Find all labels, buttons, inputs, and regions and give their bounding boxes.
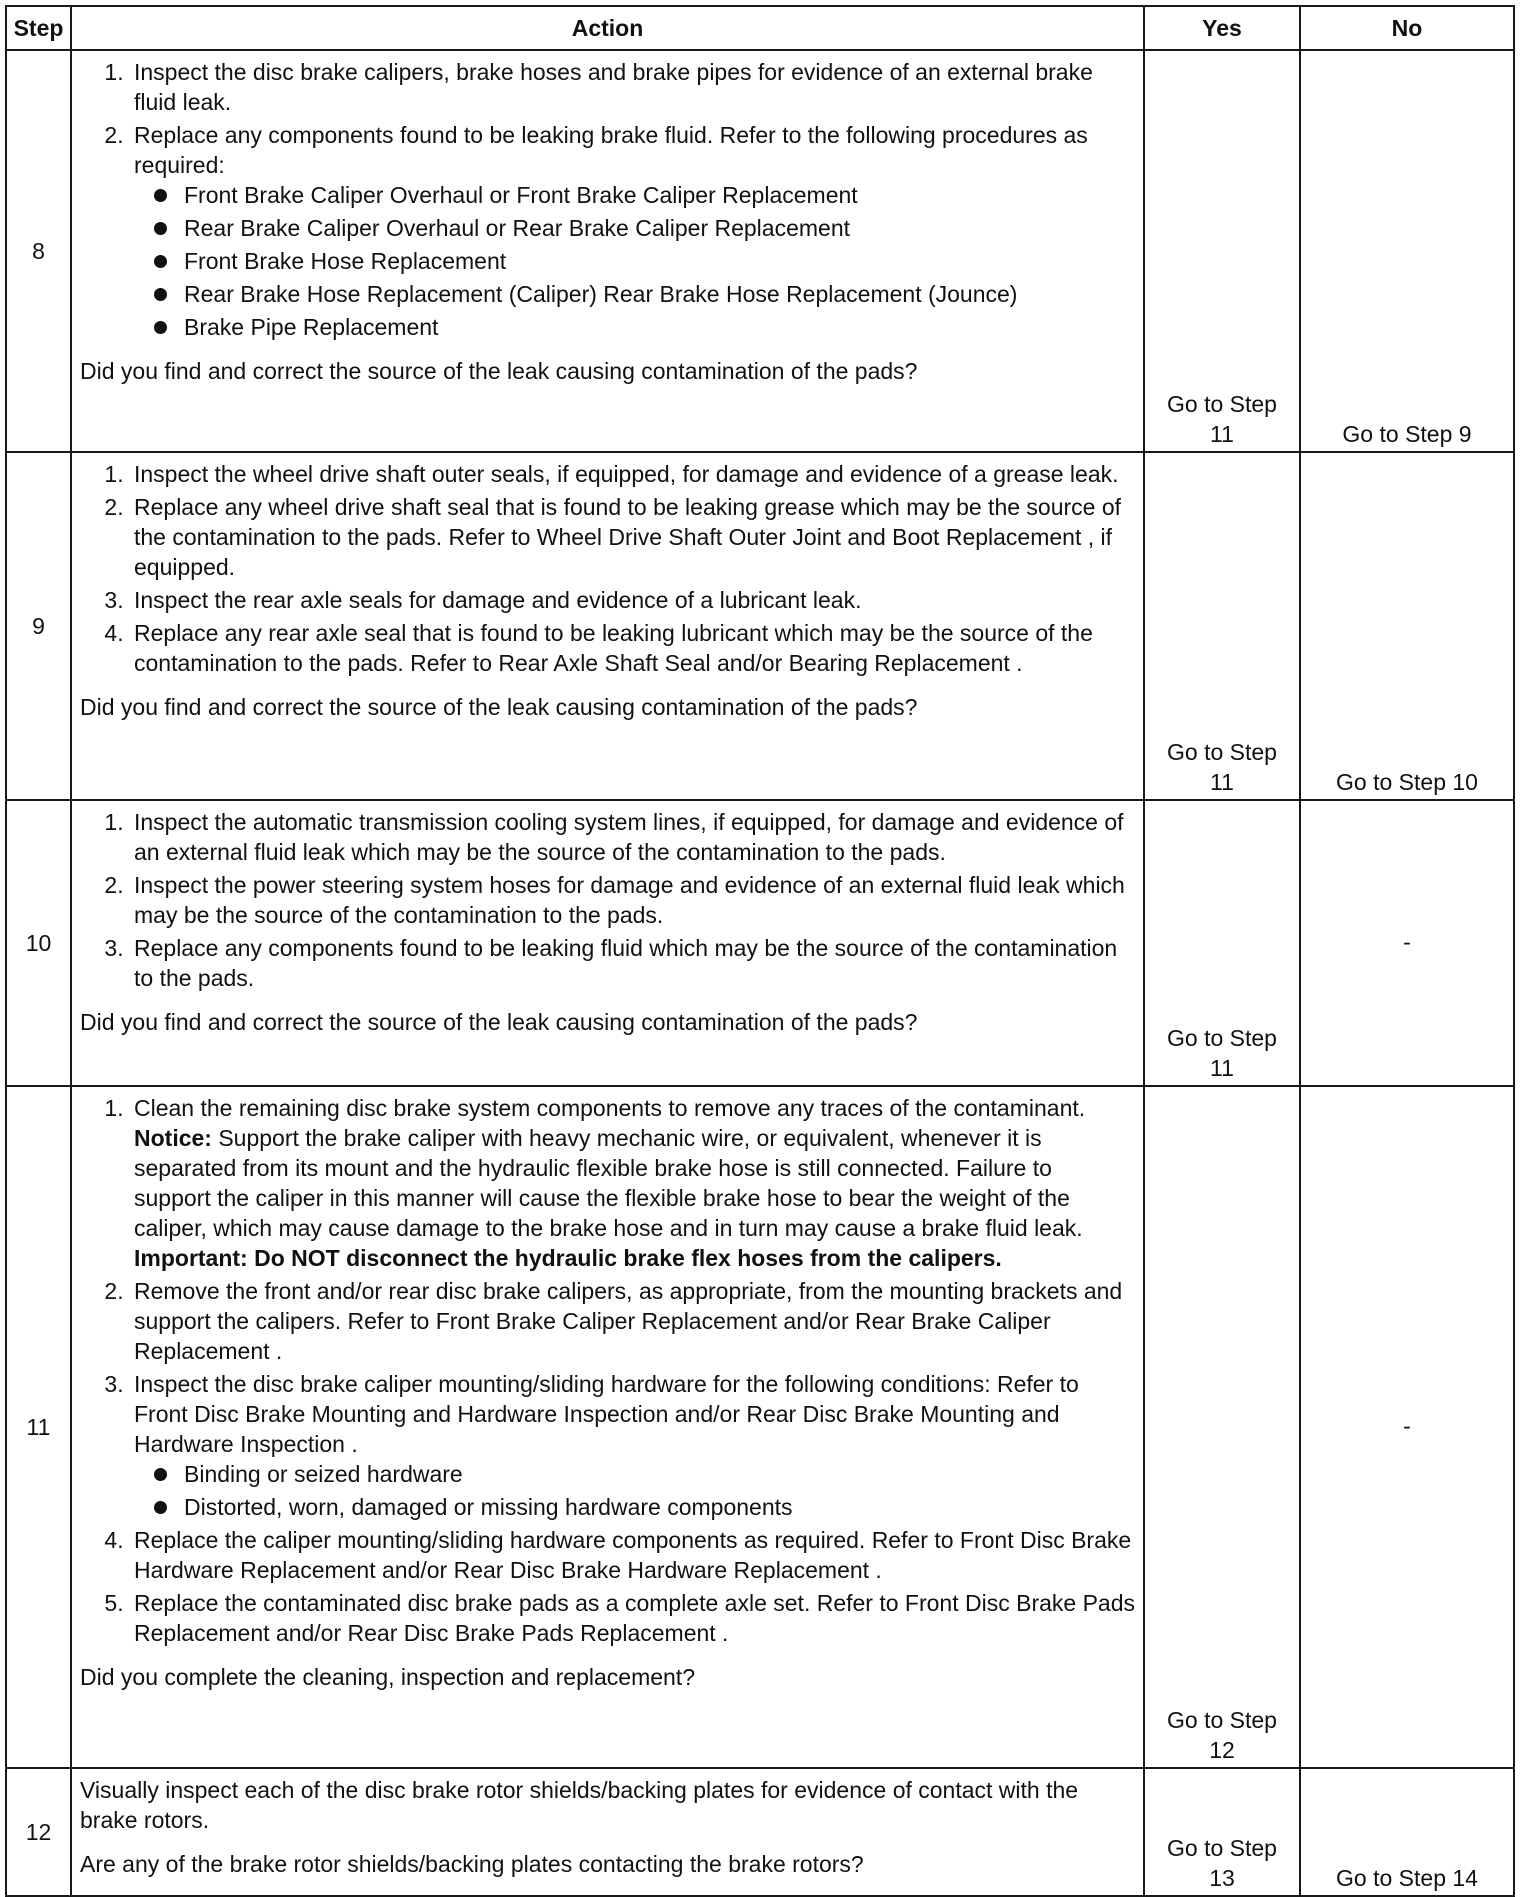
action-item bbox=[130, 1276, 1135, 1366]
action-item bbox=[130, 1588, 1135, 1648]
header-step: Step bbox=[6, 6, 71, 50]
question-text: Did you find and correct the source of the leak causing contamination of the pads? bbox=[80, 1009, 918, 1035]
notice-text: Support the brake caliper with heavy mechanic wire, or equivalent, whenever it is separated from its mount and the hydraulic flexible brake hose is still connected. Failure to support the caliper in this manner will cause the flexible brake hose to bear the weight of the caliper, which may cause damage to the brake hose and in turn may cause a brake fluid leak. bbox=[134, 1125, 1083, 1241]
step-number: 11 bbox=[6, 1086, 71, 1768]
question-text: Did you complete the cleaning, inspection and replacement? bbox=[80, 1664, 695, 1690]
bullet-item: Front Brake Hose Replacement bbox=[154, 246, 1135, 276]
action-item-text: Clean the remaining disc brake system components to remove any traces of the contaminant. bbox=[134, 1095, 1086, 1121]
action-item-text: Replace any rear axle seal that is found to be leaking lubricant which may be the source of the contamination to the pads. Refer to Rear Axle Shaft Seal and/or Bearing Replacement . bbox=[134, 620, 1093, 676]
step-number: 10 bbox=[6, 800, 71, 1086]
bullet-item: Brake Pipe Replacement bbox=[154, 312, 1135, 342]
action-item bbox=[130, 618, 1135, 678]
action-item bbox=[130, 459, 1135, 489]
action-item bbox=[130, 870, 1135, 930]
no-result: Go to Step 9 bbox=[1300, 50, 1514, 452]
action-item-text: Remove the front and/or rear disc brake calipers, as appropriate, from the mounting brackets and support the calipers. Refer to Front Brake Caliper Replacement and/or Rear Brake Caliper Replacement . bbox=[134, 1278, 1123, 1364]
header-row bbox=[6, 6, 1514, 50]
notice-block bbox=[134, 1123, 1135, 1243]
action-item bbox=[130, 1525, 1135, 1585]
action-item bbox=[130, 1369, 1135, 1522]
bullet-item: Distorted, worn, damaged or missing hardware components bbox=[154, 1492, 1135, 1522]
table-row bbox=[6, 50, 1514, 452]
bullet-list bbox=[134, 1459, 1135, 1522]
action-item-text: Inspect the rear axle seals for damage and evidence of a lubricant leak. bbox=[134, 587, 862, 613]
action-list bbox=[80, 57, 1135, 342]
action-item-text: Inspect the disc brake caliper mounting/sliding hardware for the following conditions: Refer to Front Disc Brake Mounting and Hardware Inspection and/or Rear Disc Brake Mounting and Hardware Inspection . bbox=[134, 1371, 1079, 1457]
important-note: Important: Do NOT disconnect the hydraulic brake flex hoses from the calipers. bbox=[134, 1245, 1002, 1271]
action-cell bbox=[71, 452, 1144, 800]
action-list bbox=[80, 807, 1135, 993]
yes-result: Go to Step 12 bbox=[1144, 1086, 1300, 1768]
step-number: 9 bbox=[6, 452, 71, 800]
table-row bbox=[6, 452, 1514, 800]
action-item-text: Inspect the disc brake calipers, brake hoses and brake pipes for evidence of an external brake fluid leak. bbox=[134, 59, 1093, 115]
table-row bbox=[6, 1768, 1514, 1896]
action-item-text: Inspect the wheel drive shaft outer seals, if equipped, for damage and evidence of a grease leak. bbox=[134, 461, 1119, 487]
yes-result: Go to Step 11 bbox=[1144, 800, 1300, 1086]
action-cell bbox=[71, 50, 1144, 452]
action-item-text: Inspect the automatic transmission cooling system lines, if equipped, for damage and evidence of an external fluid leak which may be the source of the contamination to the pads. bbox=[134, 809, 1124, 865]
action-text: Visually inspect each of the disc brake rotor shields/backing plates for evidence of contact with the brake rotors. bbox=[80, 1777, 1079, 1833]
header-no: No bbox=[1300, 6, 1514, 50]
step-number: 12 bbox=[6, 1768, 71, 1896]
action-item bbox=[130, 807, 1135, 867]
no-result: Go to Step 10 bbox=[1300, 452, 1514, 800]
action-item bbox=[130, 933, 1135, 993]
action-list bbox=[80, 459, 1135, 678]
action-cell bbox=[71, 800, 1144, 1086]
question-text: Did you find and correct the source of the leak causing contamination of the pads? bbox=[80, 694, 918, 720]
no-result: - bbox=[1300, 1086, 1514, 1768]
action-item-text: Replace the caliper mounting/sliding hardware components as required. Refer to Front Disc Brake Hardware Replacement and/or Rear Disc Brake Hardware Replacement . bbox=[134, 1527, 1132, 1583]
step-number: 8 bbox=[6, 50, 71, 452]
table-row bbox=[6, 800, 1514, 1086]
table-row bbox=[6, 1086, 1514, 1768]
bullet-list bbox=[134, 180, 1135, 342]
action-item-text: Inspect the power steering system hoses for damage and evidence of an external fluid leak which may be the source of the contamination to the pads. bbox=[134, 872, 1125, 928]
header-yes: Yes bbox=[1144, 6, 1300, 50]
action-item-text: Replace any components found to be leaking brake fluid. Refer to the following procedures as required: bbox=[134, 122, 1088, 178]
question-text: Are any of the brake rotor shields/backing plates contacting the brake rotors? bbox=[80, 1851, 864, 1877]
action-item-text: Replace the contaminated disc brake pads as a complete axle set. Refer to Front Disc Brake Pads Replacement and/or Rear Disc Brake Pads Replacement . bbox=[134, 1590, 1136, 1646]
yes-result: Go to Step 11 bbox=[1144, 452, 1300, 800]
no-result: Go to Step 14 bbox=[1300, 1768, 1514, 1896]
action-item bbox=[130, 120, 1135, 342]
bullet-item: Binding or seized hardware bbox=[154, 1459, 1135, 1489]
diagnostic-table-container bbox=[5, 5, 1513, 1897]
bullet-item: Front Brake Caliper Overhaul or Front Brake Caliper Replacement bbox=[154, 180, 1135, 210]
yes-result: Go to Step 11 bbox=[1144, 50, 1300, 452]
action-cell bbox=[71, 1086, 1144, 1768]
action-item bbox=[130, 57, 1135, 117]
yes-result: Go to Step 13 bbox=[1144, 1768, 1300, 1896]
diagnostic-table bbox=[5, 5, 1515, 1897]
action-item bbox=[130, 585, 1135, 615]
bullet-item: Rear Brake Hose Replacement (Caliper) Rear Brake Hose Replacement (Jounce) bbox=[154, 279, 1135, 309]
action-item-text: Replace any wheel drive shaft seal that is found to be leaking grease which may be the source of the contamination to the pads. Refer to Wheel Drive Shaft Outer Joint and Boot Replacement , if equipped. bbox=[134, 494, 1122, 580]
action-item bbox=[130, 1093, 1135, 1273]
action-item-text: Replace any components found to be leaking fluid which may be the source of the contamination to the pads. bbox=[134, 935, 1118, 991]
action-list bbox=[80, 1093, 1135, 1648]
question-text: Did you find and correct the source of the leak causing contamination of the pads? bbox=[80, 358, 918, 384]
header-action: Action bbox=[71, 6, 1144, 50]
no-result: - bbox=[1300, 800, 1514, 1086]
bullet-item: Rear Brake Caliper Overhaul or Rear Brake Caliper Replacement bbox=[154, 213, 1135, 243]
action-cell bbox=[71, 1768, 1144, 1896]
action-item bbox=[130, 492, 1135, 582]
notice-label: Notice: bbox=[134, 1125, 212, 1151]
